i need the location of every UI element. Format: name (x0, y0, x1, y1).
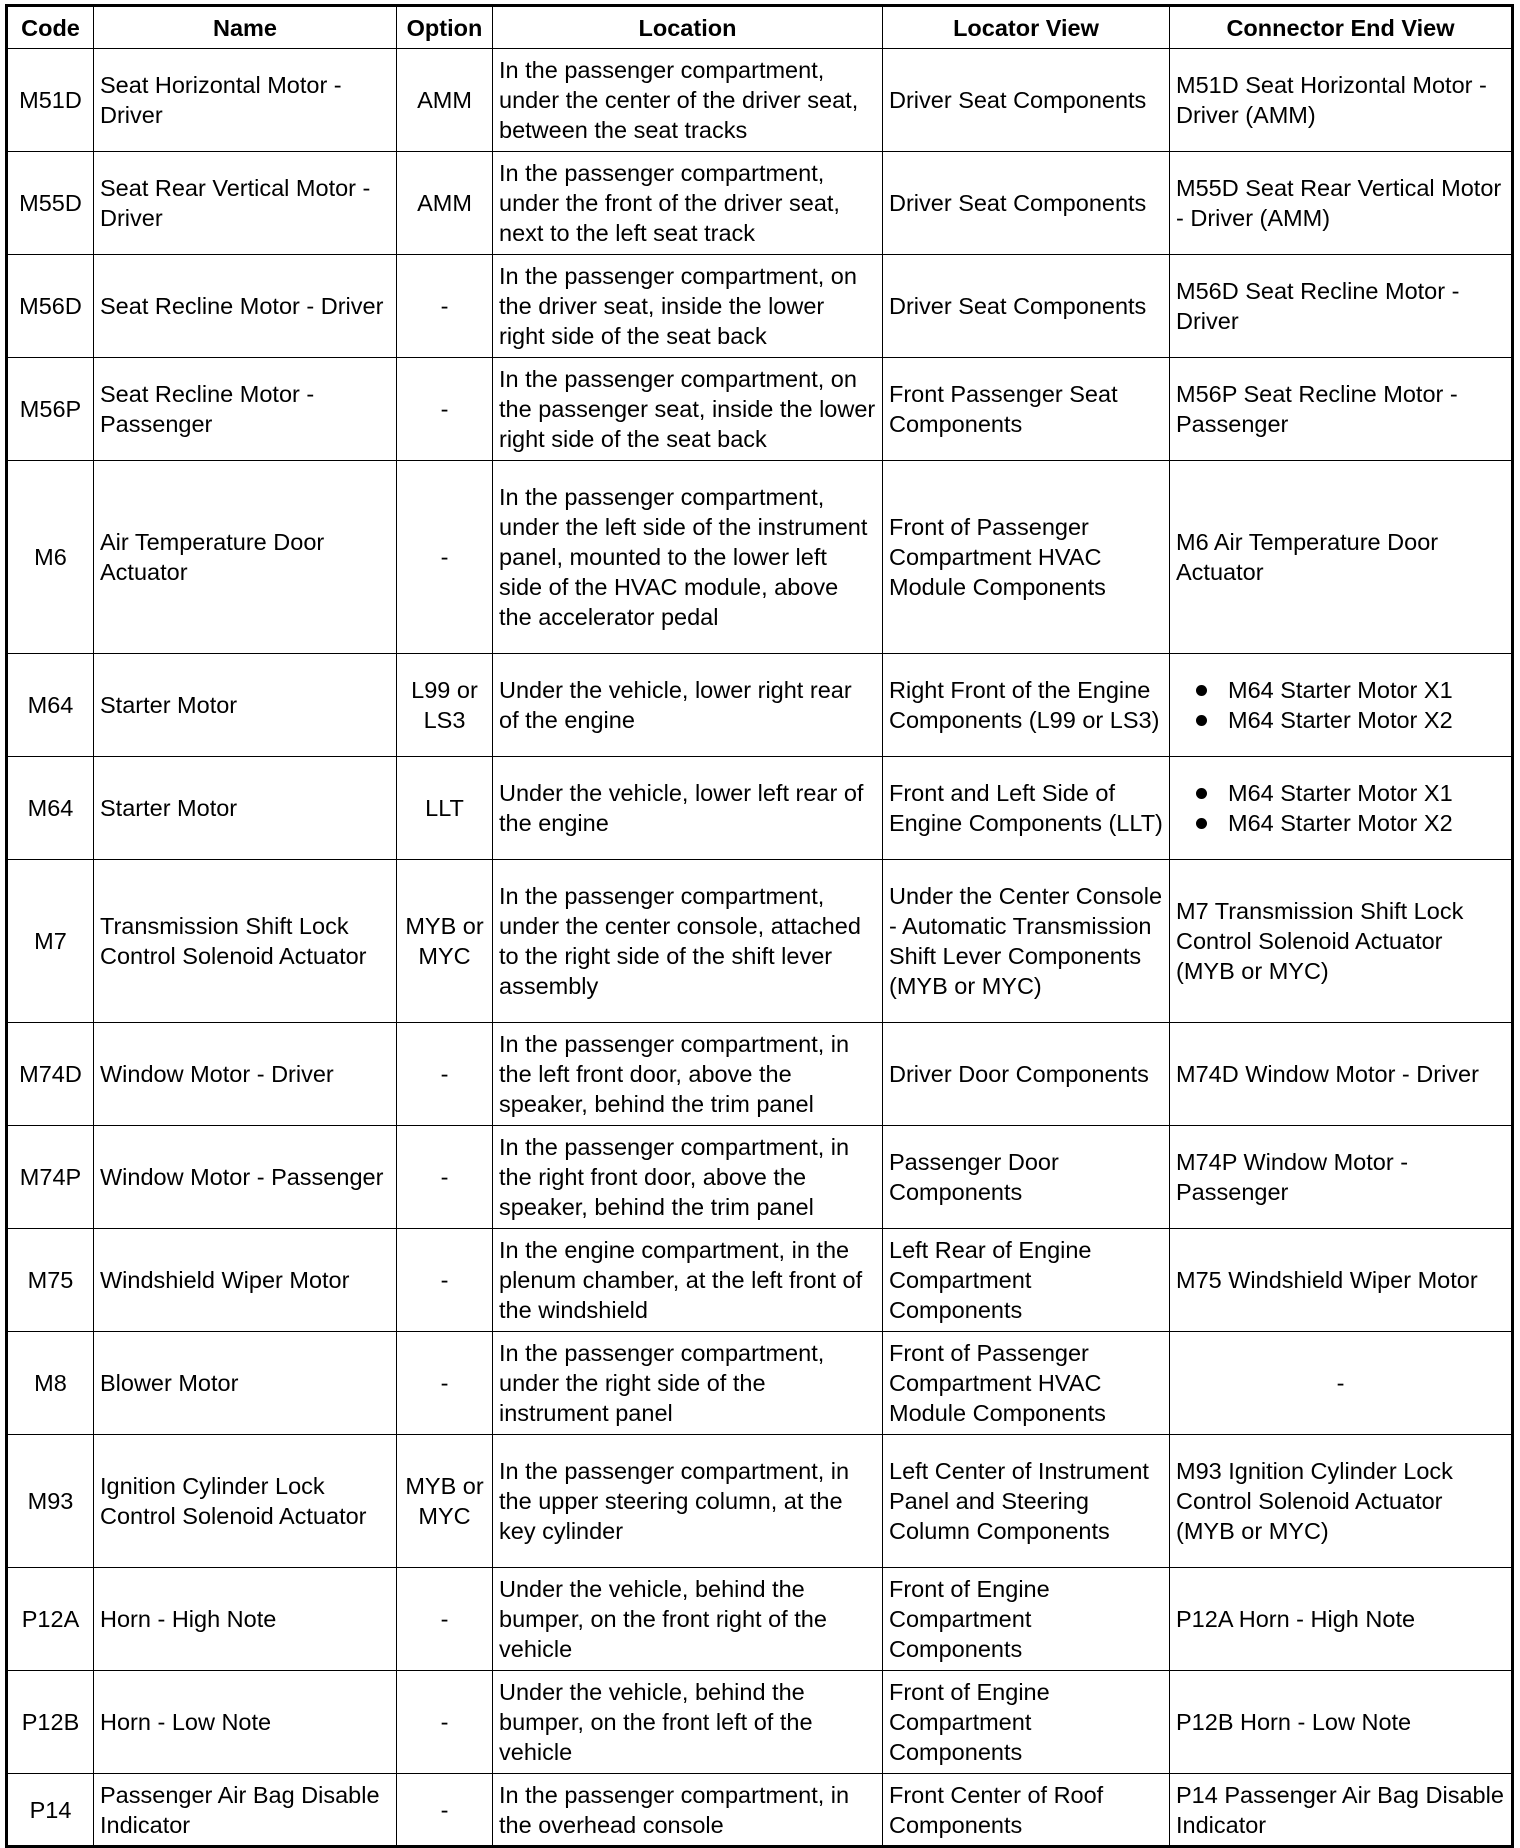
header-option: Option (397, 6, 493, 49)
cell-name: Blower Motor (94, 1332, 397, 1435)
cell-code: M75 (7, 1229, 94, 1332)
cell-code: M74D (7, 1023, 94, 1126)
cell-locator-view: Driver Seat Components (883, 255, 1170, 358)
cell-option: L99 or LS3 (397, 654, 493, 757)
cell-locator-view: Right Front of the Engine Components (L99 or LS3) (883, 654, 1170, 757)
cell-option: - (397, 1568, 493, 1671)
cell-code: M6 (7, 461, 94, 654)
cell-name: Seat Horizontal Motor - Driver (94, 49, 397, 152)
cell-name: Passenger Air Bag Disable Indicator (94, 1774, 397, 1847)
cell-name: Window Motor - Driver (94, 1023, 397, 1126)
cell-location: In the passenger compartment, in the right front door, above the speaker, behind the trim panel (493, 1126, 883, 1229)
cell-option: LLT (397, 757, 493, 860)
cell-connector-end-view: M74D Window Motor - Driver (1170, 1023, 1513, 1126)
cell-option: AMM (397, 152, 493, 255)
component-locator-table-wrapper (5, 4, 1511, 1848)
cell-name: Starter Motor (94, 757, 397, 860)
cell-name: Starter Motor (94, 654, 397, 757)
cell-connector-end-view: - (1170, 1332, 1513, 1435)
cell-option: - (397, 1332, 493, 1435)
cell-code: M64 (7, 654, 94, 757)
connector-list-item (1196, 675, 1505, 705)
bullet-icon (1196, 685, 1207, 696)
table-row (7, 49, 1513, 152)
header-locator-view: Locator View (883, 6, 1170, 49)
cell-code: M7 (7, 860, 94, 1023)
table-row (7, 1023, 1513, 1126)
table-row (7, 461, 1513, 654)
cell-name: Windshield Wiper Motor (94, 1229, 397, 1332)
cell-code: M8 (7, 1332, 94, 1435)
connector-list-item (1196, 778, 1505, 808)
bullet-icon (1196, 818, 1207, 829)
cell-code: P12A (7, 1568, 94, 1671)
cell-code: P12B (7, 1671, 94, 1774)
header-row (7, 6, 1513, 49)
table-row (7, 1671, 1513, 1774)
cell-connector-end-view: P14 Passenger Air Bag Disable Indicator (1170, 1774, 1513, 1847)
cell-option: - (397, 1229, 493, 1332)
cell-name: Horn - Low Note (94, 1671, 397, 1774)
bullet-icon (1196, 715, 1207, 726)
table-row (7, 1332, 1513, 1435)
connector-label: M64 Starter Motor X2 (1228, 810, 1453, 836)
connector-label: M64 Starter Motor X2 (1228, 707, 1453, 733)
cell-code: M74P (7, 1126, 94, 1229)
connector-list-item (1196, 705, 1505, 735)
header-location: Location (493, 6, 883, 49)
cell-locator-view: Front of Passenger Compartment HVAC Module Components (883, 1332, 1170, 1435)
table-row (7, 654, 1513, 757)
connector-label: M64 Starter Motor X1 (1228, 780, 1453, 806)
header-connector-end-view: Connector End View (1170, 6, 1513, 49)
cell-connector-end-view: M51D Seat Horizontal Motor - Driver (AMM) (1170, 49, 1513, 152)
cell-option: - (397, 358, 493, 461)
cell-connector-end-view: M55D Seat Rear Vertical Motor - Driver (AMM) (1170, 152, 1513, 255)
cell-connector-end-view: M56P Seat Recline Motor - Passenger (1170, 358, 1513, 461)
table-row (7, 255, 1513, 358)
cell-location: Under the vehicle, lower right rear of the engine (493, 654, 883, 757)
cell-location: Under the vehicle, lower left rear of the engine (493, 757, 883, 860)
table-row (7, 1229, 1513, 1332)
cell-locator-view: Left Rear of Engine Compartment Components (883, 1229, 1170, 1332)
connector-list-item (1196, 808, 1505, 838)
cell-locator-view: Passenger Door Components (883, 1126, 1170, 1229)
cell-location: In the passenger compartment, in the upper steering column, at the key cylinder (493, 1435, 883, 1568)
cell-connector-end-view: M74P Window Motor - Passenger (1170, 1126, 1513, 1229)
cell-connector-end-view: P12A Horn - High Note (1170, 1568, 1513, 1671)
cell-option: - (397, 1126, 493, 1229)
cell-locator-view: Driver Seat Components (883, 152, 1170, 255)
cell-option: - (397, 1023, 493, 1126)
cell-name: Window Motor - Passenger (94, 1126, 397, 1229)
cell-code: M55D (7, 152, 94, 255)
cell-locator-view: Left Center of Instrument Panel and Steering Column Components (883, 1435, 1170, 1568)
cell-location: Under the vehicle, behind the bumper, on the front left of the vehicle (493, 1671, 883, 1774)
table-row (7, 1126, 1513, 1229)
cell-option: - (397, 255, 493, 358)
table-row (7, 358, 1513, 461)
cell-location: In the passenger compartment, on the driver seat, inside the lower right side of the seat back (493, 255, 883, 358)
cell-location: Under the vehicle, behind the bumper, on the front right of the vehicle (493, 1568, 883, 1671)
cell-code: M64 (7, 757, 94, 860)
cell-locator-view: Front of Engine Compartment Components (883, 1568, 1170, 1671)
cell-locator-view: Driver Seat Components (883, 49, 1170, 152)
table-row (7, 860, 1513, 1023)
cell-location: In the engine compartment, in the plenum chamber, at the left front of the windshield (493, 1229, 883, 1332)
cell-option: - (397, 1671, 493, 1774)
component-locator-table (5, 4, 1514, 1848)
cell-locator-view: Front of Engine Compartment Components (883, 1671, 1170, 1774)
table-row (7, 152, 1513, 255)
cell-connector-end-view: M6 Air Temperature Door Actuator (1170, 461, 1513, 654)
cell-code: M56D (7, 255, 94, 358)
cell-connector-end-view: M7 Transmission Shift Lock Control Solenoid Actuator (MYB or MYC) (1170, 860, 1513, 1023)
cell-name: Seat Rear Vertical Motor - Driver (94, 152, 397, 255)
cell-option: - (397, 461, 493, 654)
table-row (7, 1435, 1513, 1568)
table-row (7, 1568, 1513, 1671)
cell-code: P14 (7, 1774, 94, 1847)
cell-connector-end-view (1170, 757, 1513, 860)
connector-list (1176, 778, 1505, 838)
cell-locator-view: Front and Left Side of Engine Components (LLT) (883, 757, 1170, 860)
table-row (7, 1774, 1513, 1847)
cell-connector-end-view: M56D Seat Recline Motor - Driver (1170, 255, 1513, 358)
cell-location: In the passenger compartment, under the left side of the instrument panel, mounted to the lower left side of the HVAC module, above the accelerator pedal (493, 461, 883, 654)
cell-connector-end-view: M75 Windshield Wiper Motor (1170, 1229, 1513, 1332)
cell-option: - (397, 1774, 493, 1847)
cell-locator-view: Driver Door Components (883, 1023, 1170, 1126)
cell-location: In the passenger compartment, in the left front door, above the speaker, behind the trim panel (493, 1023, 883, 1126)
cell-location: In the passenger compartment, under the center of the driver seat, between the seat tracks (493, 49, 883, 152)
cell-option: MYB or MYC (397, 860, 493, 1023)
cell-name: Horn - High Note (94, 1568, 397, 1671)
cell-connector-end-view: M93 Ignition Cylinder Lock Control Solenoid Actuator (MYB or MYC) (1170, 1435, 1513, 1568)
table-row (7, 757, 1513, 860)
cell-locator-view: Front Center of Roof Components (883, 1774, 1170, 1847)
cell-name: Transmission Shift Lock Control Solenoid Actuator (94, 860, 397, 1023)
cell-name: Seat Recline Motor - Driver (94, 255, 397, 358)
cell-locator-view: Under the Center Console - Automatic Transmission Shift Lever Components (MYB or MYC) (883, 860, 1170, 1023)
header-code: Code (7, 6, 94, 49)
cell-location: In the passenger compartment, in the overhead console (493, 1774, 883, 1847)
cell-code: M93 (7, 1435, 94, 1568)
cell-code: M51D (7, 49, 94, 152)
cell-name: Air Temperature Door Actuator (94, 461, 397, 654)
connector-list (1176, 675, 1505, 735)
connector-label: M64 Starter Motor X1 (1228, 677, 1453, 703)
header-name: Name (94, 6, 397, 49)
cell-location: In the passenger compartment, under the center console, attached to the right side of the shift lever assembly (493, 860, 883, 1023)
cell-connector-end-view (1170, 654, 1513, 757)
cell-location: In the passenger compartment, under the front of the driver seat, next to the left seat track (493, 152, 883, 255)
cell-locator-view: Front Passenger Seat Components (883, 358, 1170, 461)
cell-option: MYB or MYC (397, 1435, 493, 1568)
cell-connector-end-view: P12B Horn - Low Note (1170, 1671, 1513, 1774)
cell-name: Seat Recline Motor - Passenger (94, 358, 397, 461)
cell-location: In the passenger compartment, on the passenger seat, inside the lower right side of the seat back (493, 358, 883, 461)
cell-location: In the passenger compartment, under the right side of the instrument panel (493, 1332, 883, 1435)
bullet-icon (1196, 788, 1207, 799)
cell-locator-view: Front of Passenger Compartment HVAC Module Components (883, 461, 1170, 654)
cell-option: AMM (397, 49, 493, 152)
cell-code: M56P (7, 358, 94, 461)
cell-name: Ignition Cylinder Lock Control Solenoid Actuator (94, 1435, 397, 1568)
